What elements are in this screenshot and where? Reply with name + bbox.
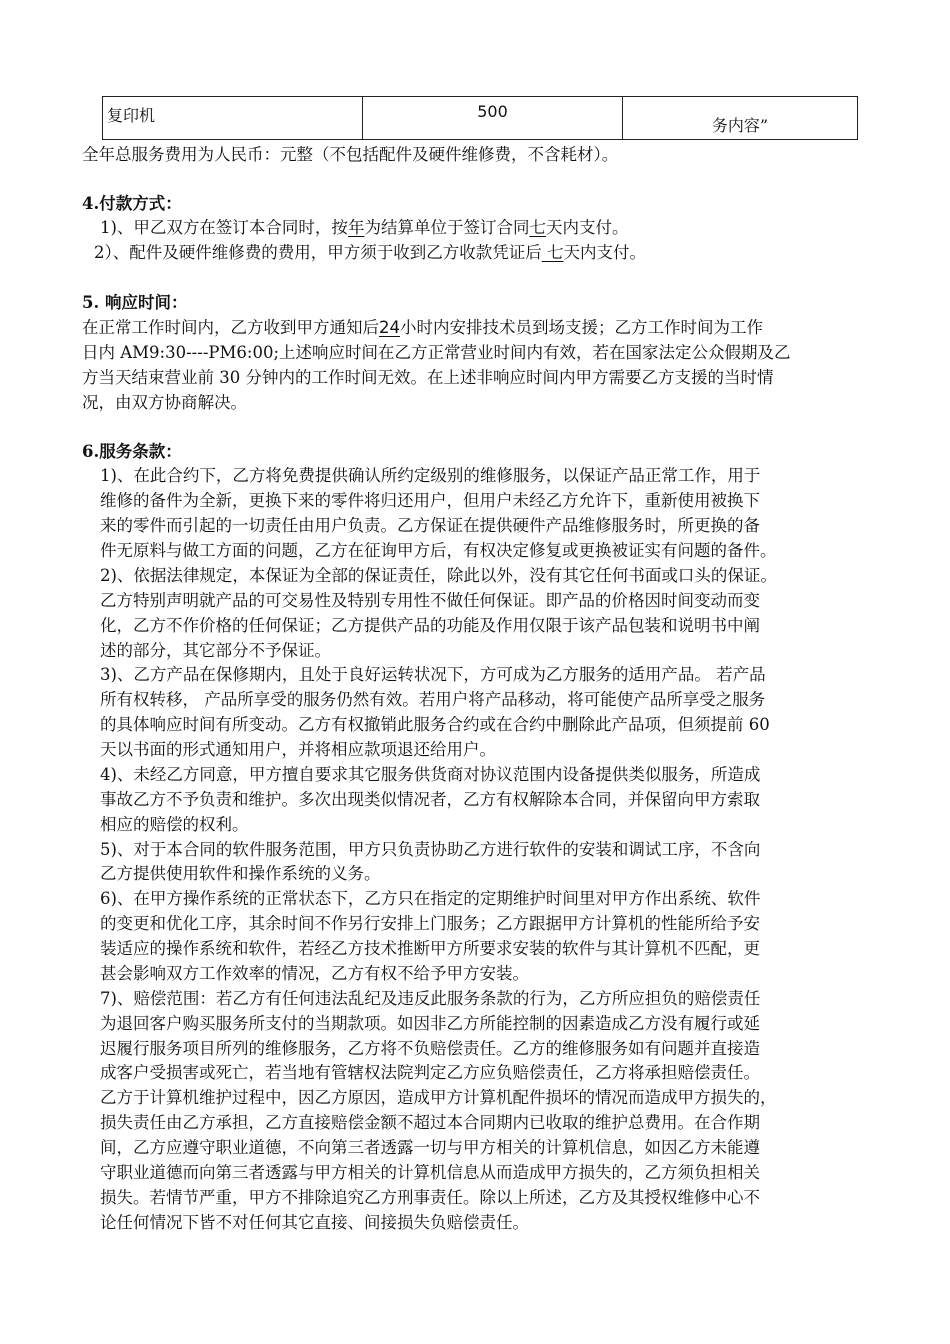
- service-line: 的具体响应时间有所变动。乙方有权撤销此服务合约或在合约中删除此产品项，但须提前 60: [100, 715, 770, 734]
- payment-clause-1-text-c: 天内支付。: [545, 218, 629, 237]
- response-hours: 24: [379, 318, 400, 337]
- payment-clause-1: [100, 220, 628, 237]
- service-line: 成客户受损害或死亡，若当地有管辖权法院判定乙方应负赔偿责任，乙方将承担赔偿责任。: [100, 1063, 760, 1082]
- service-line: 装适应的操作系统和软件，若经乙方技术推断甲方所要求安装的软件与其计算机不匹配，更: [100, 939, 760, 958]
- service-line: 6)、在甲方操作系统的正常状态下，乙方只在指定的定期维护时间里对甲方作出系统、软件: [100, 889, 761, 908]
- table-cell-note: 务内容”: [711, 116, 769, 135]
- service-heading: 6.服务条款：: [82, 442, 182, 461]
- payment-clause-2-text-b: 天内支付。: [563, 243, 646, 262]
- response-line-3: 方当天结束营业前 30 分钟内的工作时间无效。在上述非响应时间内甲方需要乙方支援的当时情: [82, 368, 774, 387]
- service-line: 乙方提供使用软件和操作系统的义务。: [100, 864, 381, 883]
- service-line: 所有权转移， 产品所享受的服务仍然有效。若用户将产品移动，将可能使产品所享受之服务: [100, 690, 766, 709]
- service-line: 化，乙方不作价格的任何保证；乙方提供产品的功能及作用仅限于该产品包装和说明书中阐: [100, 616, 760, 635]
- service-line: 天以书面的形式通知用户，并将相应款项退还给用户。: [100, 740, 496, 759]
- payment-heading: 4.付款方式：: [82, 194, 182, 213]
- payment-clause-1-text-b: 为结算单位于签订合同: [364, 218, 530, 237]
- payment-clause-2: [94, 245, 646, 262]
- service-line: 守职业道德而向第三者透露与甲方相关的计算机信息从而造成甲方损失的，乙方须负担相关: [100, 1163, 760, 1182]
- service-line: 乙方特别声明就产品的可交易性及特别专用性不做任何保证。即产品的价格因时间变动而变: [100, 591, 760, 610]
- service-line: 迟履行服务项目所列的维修服务，乙方将不负赔偿责任。乙方的维修服务如有问题并直接造: [100, 1039, 760, 1058]
- service-line: 乙方于计算机维护过程中，因乙方原因，造成甲方计算机配件损坏的情况而造成甲方损失的，: [100, 1088, 777, 1107]
- payment-clause-1-days: 七: [529, 218, 546, 237]
- response-line-1: [82, 320, 763, 337]
- service-line: 来的零件而引起的一切责任由用户负责。乙方保证在提供硬件产品维修服务时，所更换的备: [100, 516, 760, 535]
- service-line: 的变更和优化工序，其余时间不作另行安排上门服务；乙方跟据甲方计算机的性能所给予安: [100, 914, 760, 933]
- service-line: 损失。若情节严重，甲方不排除追究乙方刑事责任。除以上所述，乙方及其授权维修中心不: [100, 1188, 760, 1207]
- service-line: 1)、在此合约下，乙方将免费提供确认所约定级别的维修服务，以保证产品正常工作，用于: [100, 466, 761, 485]
- service-line: 7)、赔偿范围：若乙方有任何违法乱纪及违反此服务条款的行为，乙方所应担负的赔偿责任: [100, 989, 761, 1008]
- payment-clause-1-text-a: 1)、甲乙双方在签订本合同时，按: [100, 218, 348, 237]
- response-line-1-text-b: 小时内安排技术员到场支援；乙方工作时间为工作: [400, 318, 763, 337]
- total-fee-line: 全年总服务费用为人民币：元整（不包括配件及硬件维修费，不含耗材）。: [82, 145, 619, 164]
- response-heading: 5. 响应时间：: [82, 293, 188, 312]
- service-line: 2)、依据法律规定，本保证为全部的保证责任，除此以外，没有其它任何书面或口头的保证。: [100, 566, 777, 585]
- service-line: 事故乙方不予负责和维护。多次出现类似情况者，乙方有权解除本合同，并保留向甲方索取: [100, 790, 760, 809]
- payment-clause-2-text-a: 2）、配件及硬件维修费的费用，甲方须于收到乙方收款凭证后: [94, 243, 542, 262]
- payment-clause-2-days: 七: [541, 243, 564, 262]
- service-line: 件无原料与做工方面的问题，乙方在征询甲方后，有权决定修复或更换被证实有问题的备件。: [100, 541, 777, 560]
- response-line-1-text-a: 在正常工作时间内，乙方收到甲方通知后: [82, 318, 379, 337]
- response-line-4: 况，由双方协商解决。: [82, 393, 247, 412]
- service-line: 甚会影响双方工作效率的情况，乙方有权不给予甲方安装。: [100, 964, 529, 983]
- service-fee-table: [102, 96, 858, 140]
- service-line: 论任何情况下皆不对任何其它直接、间接损失负赔偿责任。: [100, 1213, 529, 1232]
- service-line: 述的部分，其它部分不予保证。: [100, 641, 331, 660]
- service-line: 相应的赔偿的权利。: [100, 815, 249, 834]
- service-line: 为退回客户购买服务所支付的当期款项。如因非乙方所能控制的因素造成乙方没有履行或延: [100, 1014, 760, 1033]
- table-cell-item: 复印机: [103, 97, 363, 139]
- payment-clause-1-unit: 年: [347, 218, 365, 237]
- service-line: 维修的备件为全新，更换下来的零件将归还用户，但用户未经乙方允许下，重新使用被换下: [100, 491, 760, 510]
- table-cell-price: 500: [363, 97, 623, 139]
- service-line: 5)、对于本合同的软件服务范围，甲方只负责协助乙方进行软件的安装和调试工序，不含向: [100, 840, 761, 859]
- service-line: 4)、未经乙方同意，甲方擅自要求其它服务供货商对协议范围内设备提供类似服务，所造成: [100, 765, 761, 784]
- service-line: 损失责任由乙方承担，乙方直接赔偿金额不超过本合同期内已收取的维护总费用。在合作期: [100, 1113, 760, 1132]
- response-line-2: 日内 AM9:30----PM6:00;上述响应时间在乙方正常营业时间内有效，若在国家法定公众假期及乙: [82, 343, 791, 362]
- service-line: 3)、乙方产品在保修期内，且处于良好运转状况下，方可成为乙方服务的适用产品。 若产品: [100, 665, 766, 684]
- service-line: 间，乙方应遵守职业道德，不向第三者透露一切与甲方相关的计算机信息，如因乙方未能遵: [100, 1138, 760, 1157]
